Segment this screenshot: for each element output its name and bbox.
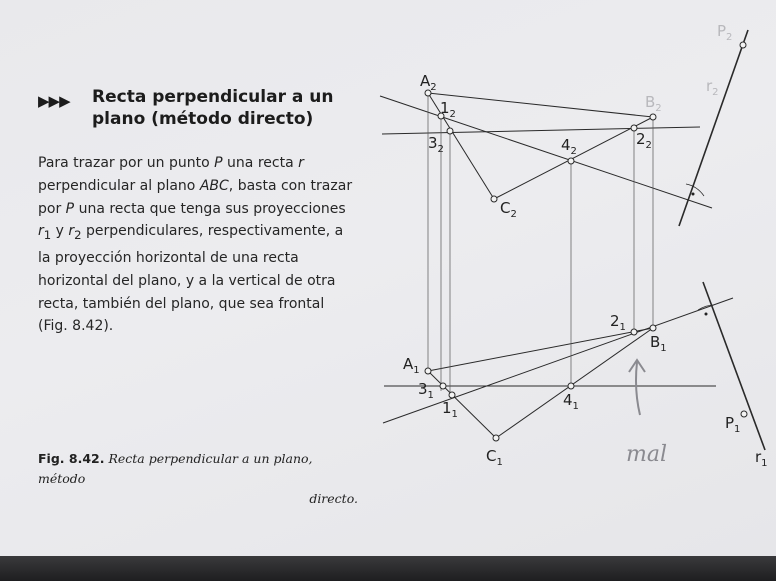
label-p1: $P_1$ <box>725 414 741 435</box>
right-angle-marker-2 <box>686 184 704 196</box>
line-a2-b2 <box>428 93 653 117</box>
right-angle-dot-2 <box>692 193 695 196</box>
label-c1: $C_1$ <box>486 447 503 468</box>
right-angle-dot-1 <box>705 313 708 316</box>
label-2-2: $2_2$ <box>636 130 652 151</box>
point-p1 <box>741 411 747 417</box>
point-b2 <box>650 114 656 120</box>
caption-text-line2: directo. <box>309 491 358 506</box>
label-3-2: $3_2$ <box>428 134 444 155</box>
section-heading: Recta perpendicular a un plano (método directo) <box>92 87 334 129</box>
point-2-1 <box>631 329 637 335</box>
label-4-2: $4_2$ <box>561 136 577 157</box>
label-b2: $B_2$ <box>645 93 662 114</box>
label-r2: $r_2$ <box>706 77 719 98</box>
point-3-1 <box>440 383 446 389</box>
handwritten-note: mal <box>626 442 668 467</box>
line-a1-b1 <box>428 328 653 371</box>
caption-text: Recta perpendicular a un plano, método <box>38 451 313 486</box>
horizontal-line-2 <box>380 96 712 208</box>
point-4-1 <box>568 383 574 389</box>
label-a2: $A_2$ <box>420 72 437 93</box>
line-a1-c1 <box>428 371 496 438</box>
label-2-1: $2_1$ <box>610 312 626 333</box>
figure-number: Fig. 8.42. <box>38 451 105 466</box>
label-a1: $A_1$ <box>403 355 420 376</box>
point-b1 <box>650 325 656 331</box>
point-4-2 <box>568 158 574 164</box>
section-marker-icon: ▶▶▶ <box>38 92 70 110</box>
point-1-1 <box>449 392 455 398</box>
frontal-line-2 <box>382 127 700 134</box>
label-4-1: $4_1$ <box>563 391 579 412</box>
line-c1-b1 <box>496 328 653 438</box>
point-a1 <box>425 368 431 374</box>
label-1-2: $1_2$ <box>440 99 456 120</box>
label-3-1: $3_1$ <box>418 380 434 401</box>
point-c2 <box>491 196 497 202</box>
pencil-arrow <box>636 362 640 415</box>
label-r1: $r_1$ <box>755 448 768 469</box>
label-1-1: $1_1$ <box>442 399 458 420</box>
frontal-line-1 <box>383 298 733 423</box>
line-r2 <box>679 30 748 226</box>
point-3-2 <box>447 128 453 134</box>
point-p2 <box>740 42 746 48</box>
label-b1: $B_1$ <box>650 333 667 354</box>
label-p2: $P_2$ <box>717 22 733 43</box>
label-c2: $C_2$ <box>500 199 517 220</box>
point-c1 <box>493 435 499 441</box>
body-paragraph: Para trazar por un punto P una recta r perpendicular al plano ABC, basta con trazar por P una recta que tenga sus proyecciones $r_1$ y $r_2$ perpendiculares, respectivamente, a la proyección horizontal de una recta horizontal del plano, y a la vertical de otra recta, también del plano, que sea frontal (Fig. 8.42). <box>38 155 353 335</box>
